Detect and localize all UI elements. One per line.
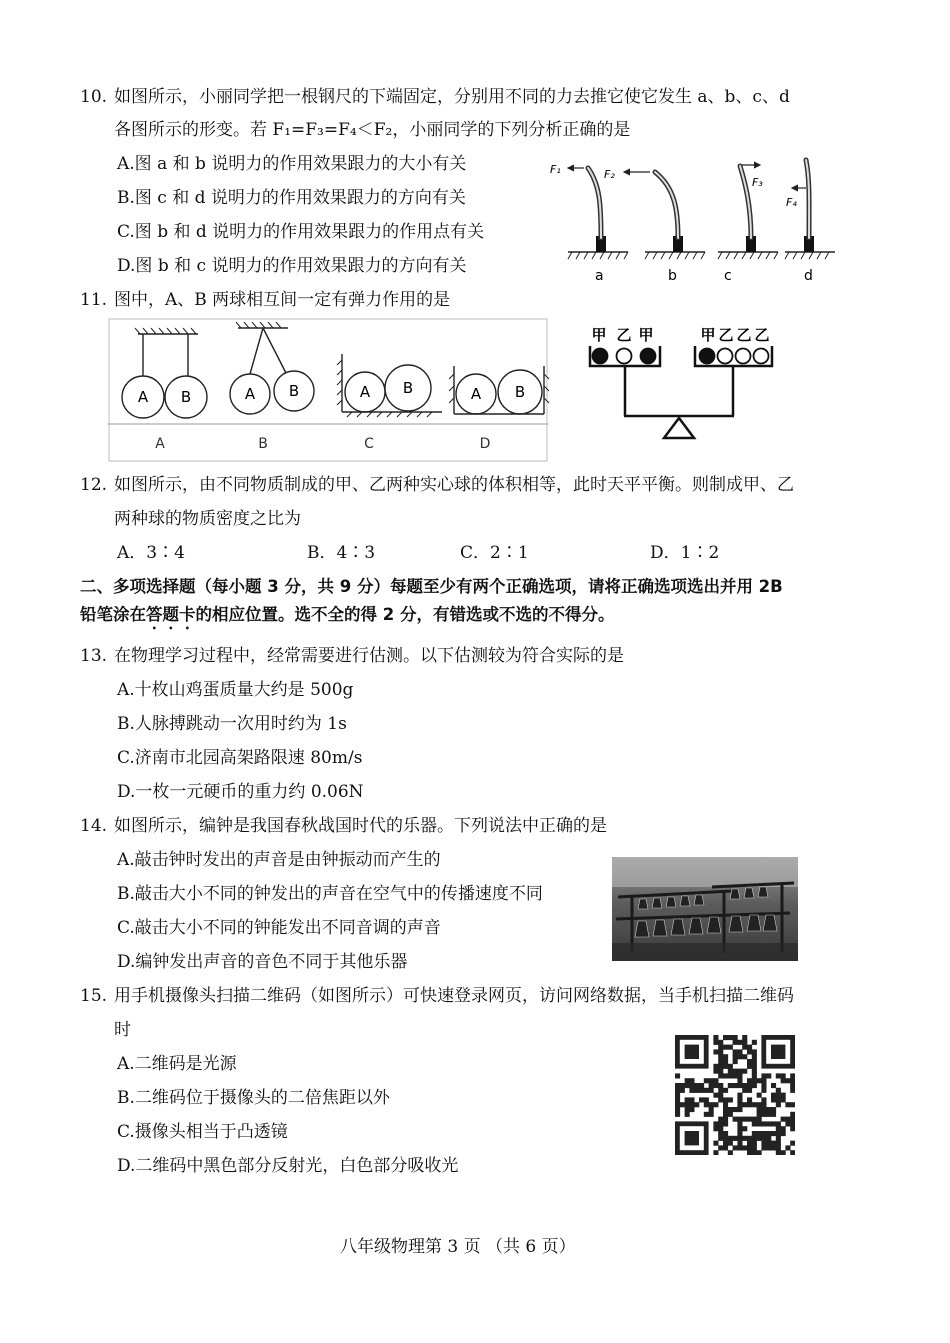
- q10-option-d: D.图 b 和 c 说明力的作用效果跟力的方向有关: [117, 256, 467, 276]
- section2-line2-part-b: 的相应位置。选不全的得 2 分，有错选或不选的不得分。: [195, 605, 615, 624]
- q13-stem: 在物理学习过程中，经常需要进行估测。以下估测较为符合实际的是: [114, 646, 624, 666]
- q11-b-ball-a-label: A: [244, 385, 256, 403]
- q11-panel-label-c: C: [364, 436, 374, 452]
- balance-right-label-4: 乙: [754, 326, 770, 344]
- q11-c-ball-b-label: B: [402, 379, 414, 397]
- q10-option-b: B.图 c 和 d 说明力的作用效果跟力的方向有关: [117, 188, 466, 208]
- q10-force-label-f4: F₄: [786, 196, 797, 209]
- q15-stem-line1: 用手机摄像头扫描二维码（如图所示）可快速登录网页，访问网络数据，当手机扫描二维码: [114, 986, 794, 1006]
- q10-figure-bent-rulers: [540, 150, 840, 290]
- q11-d-ball-b-label: B: [514, 383, 526, 401]
- q10-force-label-f3: F₃: [752, 176, 763, 189]
- balance-figure: [580, 320, 780, 446]
- q11-c-ball-a-label: A: [359, 383, 371, 401]
- q11-a-ball-b-label: B: [180, 388, 192, 406]
- balance-left-label-3: 甲: [638, 326, 654, 344]
- q13-option-d: D.一枚一元硬币的重力约 0.06N: [117, 782, 364, 802]
- page-footer: 八年级物理第 3 页 （共 6 页）: [340, 1237, 576, 1257]
- q13-option-b: B.人脉搏跳动一次用时约为 1s: [117, 714, 347, 734]
- q11-panel-label-d: D: [479, 436, 491, 452]
- q10-option-a: A.图 a 和 b 说明力的作用效果跟力的大小有关: [117, 154, 467, 174]
- q15-option-c: C.摄像头相当于凸透镜: [117, 1122, 288, 1142]
- q15-option-a: A.二维码是光源: [117, 1054, 237, 1074]
- q10-force-label-f1: F₁: [550, 163, 561, 176]
- q14-option-b: B.敲击大小不同的钟发出的声音在空气中的传播速度不同: [117, 884, 543, 904]
- q15-number: 15.: [80, 986, 108, 1006]
- q13-option-c: C.济南市北园高架路限速 80m/s: [117, 748, 363, 768]
- section2-line2-part-a: 铅笔涂在: [80, 605, 146, 624]
- q12-option-a: A．3∶4: [117, 543, 185, 563]
- q12-option-c: C．2∶1: [460, 543, 529, 563]
- q11-panel-label-a: A: [155, 436, 165, 452]
- q11-figure-balls: [108, 318, 554, 464]
- balance-right-label-1: 甲: [700, 326, 716, 344]
- q10-stem-line1: 如图所示，小丽同学把一根钢尺的下端固定，分别用不同的力去推它使它发生 a、b、c、d: [114, 87, 790, 107]
- q11-d-ball-a-label: A: [470, 385, 482, 403]
- q10-stem-line2: 各图所示的形变。若 F₁=F₃=F₄＜F₂，小丽同学的下列分析正确的是: [114, 120, 631, 140]
- q15-option-b: B.二维码位于摄像头的二倍焦距以外: [117, 1088, 390, 1108]
- section2-line2-emphasis: 答题卡: [146, 605, 196, 624]
- q14-number: 14.: [80, 816, 108, 836]
- q12-number: 12.: [80, 475, 108, 495]
- q10-option-c: C.图 b 和 d 说明力的作用效果跟力的作用点有关: [117, 222, 485, 242]
- q14-stem: 如图所示，编钟是我国春秋战国时代的乐器。下列说法中正确的是: [114, 816, 607, 836]
- q12-option-d: D．1∶2: [650, 543, 720, 563]
- q11-panel-label-b: B: [258, 436, 268, 452]
- section2-header-line1: 二、多项选择题（每小题 3 分，共 9 分）每题至少有两个正确选项，请将正确选项选出并用 2B: [80, 577, 783, 596]
- q10-panel-label-b: b: [668, 268, 677, 284]
- q15-stem-line2: 时: [114, 1020, 131, 1040]
- balance-right-label-3: 乙: [736, 326, 752, 344]
- balance-right-label-2: 乙: [718, 326, 734, 344]
- q14-option-c: C.敲击大小不同的钟能发出不同音调的声音: [117, 918, 441, 938]
- q13-number: 13.: [80, 646, 108, 666]
- q10-panel-label-d: d: [804, 268, 813, 284]
- q13-option-a: A.十枚山鸡蛋质量大约是 500g: [117, 680, 354, 700]
- bianzhong-bells-photo: [612, 857, 798, 961]
- qr-code-image: [675, 1035, 795, 1155]
- q15-option-d: D.二维码中黑色部分反射光，白色部分吸收光: [117, 1156, 459, 1176]
- q11-number: 11.: [80, 290, 108, 310]
- section2-header-line2: [80, 604, 614, 633]
- q10-panel-label-c: c: [724, 268, 732, 284]
- q11-b-ball-b-label: B: [288, 382, 300, 400]
- q14-option-d: D.编钟发出声音的音色不同于其他乐器: [117, 952, 408, 972]
- q12-stem-line1: 如图所示，由不同物质制成的甲、乙两种实心球的体积相等，此时天平平衡。则制成甲、乙: [114, 475, 794, 495]
- q10-force-label-f2: F₂: [604, 168, 615, 181]
- q10-panel-label-a: a: [595, 268, 604, 284]
- q11-stem: 图中，A、B 两球相互间一定有弹力作用的是: [114, 290, 451, 310]
- balance-left-label-2: 乙: [616, 326, 632, 344]
- q12-option-b: B．4∶3: [307, 543, 376, 563]
- q11-a-ball-a-label: A: [137, 388, 149, 406]
- balance-left-label-1: 甲: [591, 326, 607, 344]
- q10-number: 10.: [80, 87, 108, 107]
- q14-option-a: A.敲击钟时发出的声音是由钟振动而产生的: [117, 850, 441, 870]
- q12-stem-line2: 两种球的物质密度之比为: [114, 509, 301, 529]
